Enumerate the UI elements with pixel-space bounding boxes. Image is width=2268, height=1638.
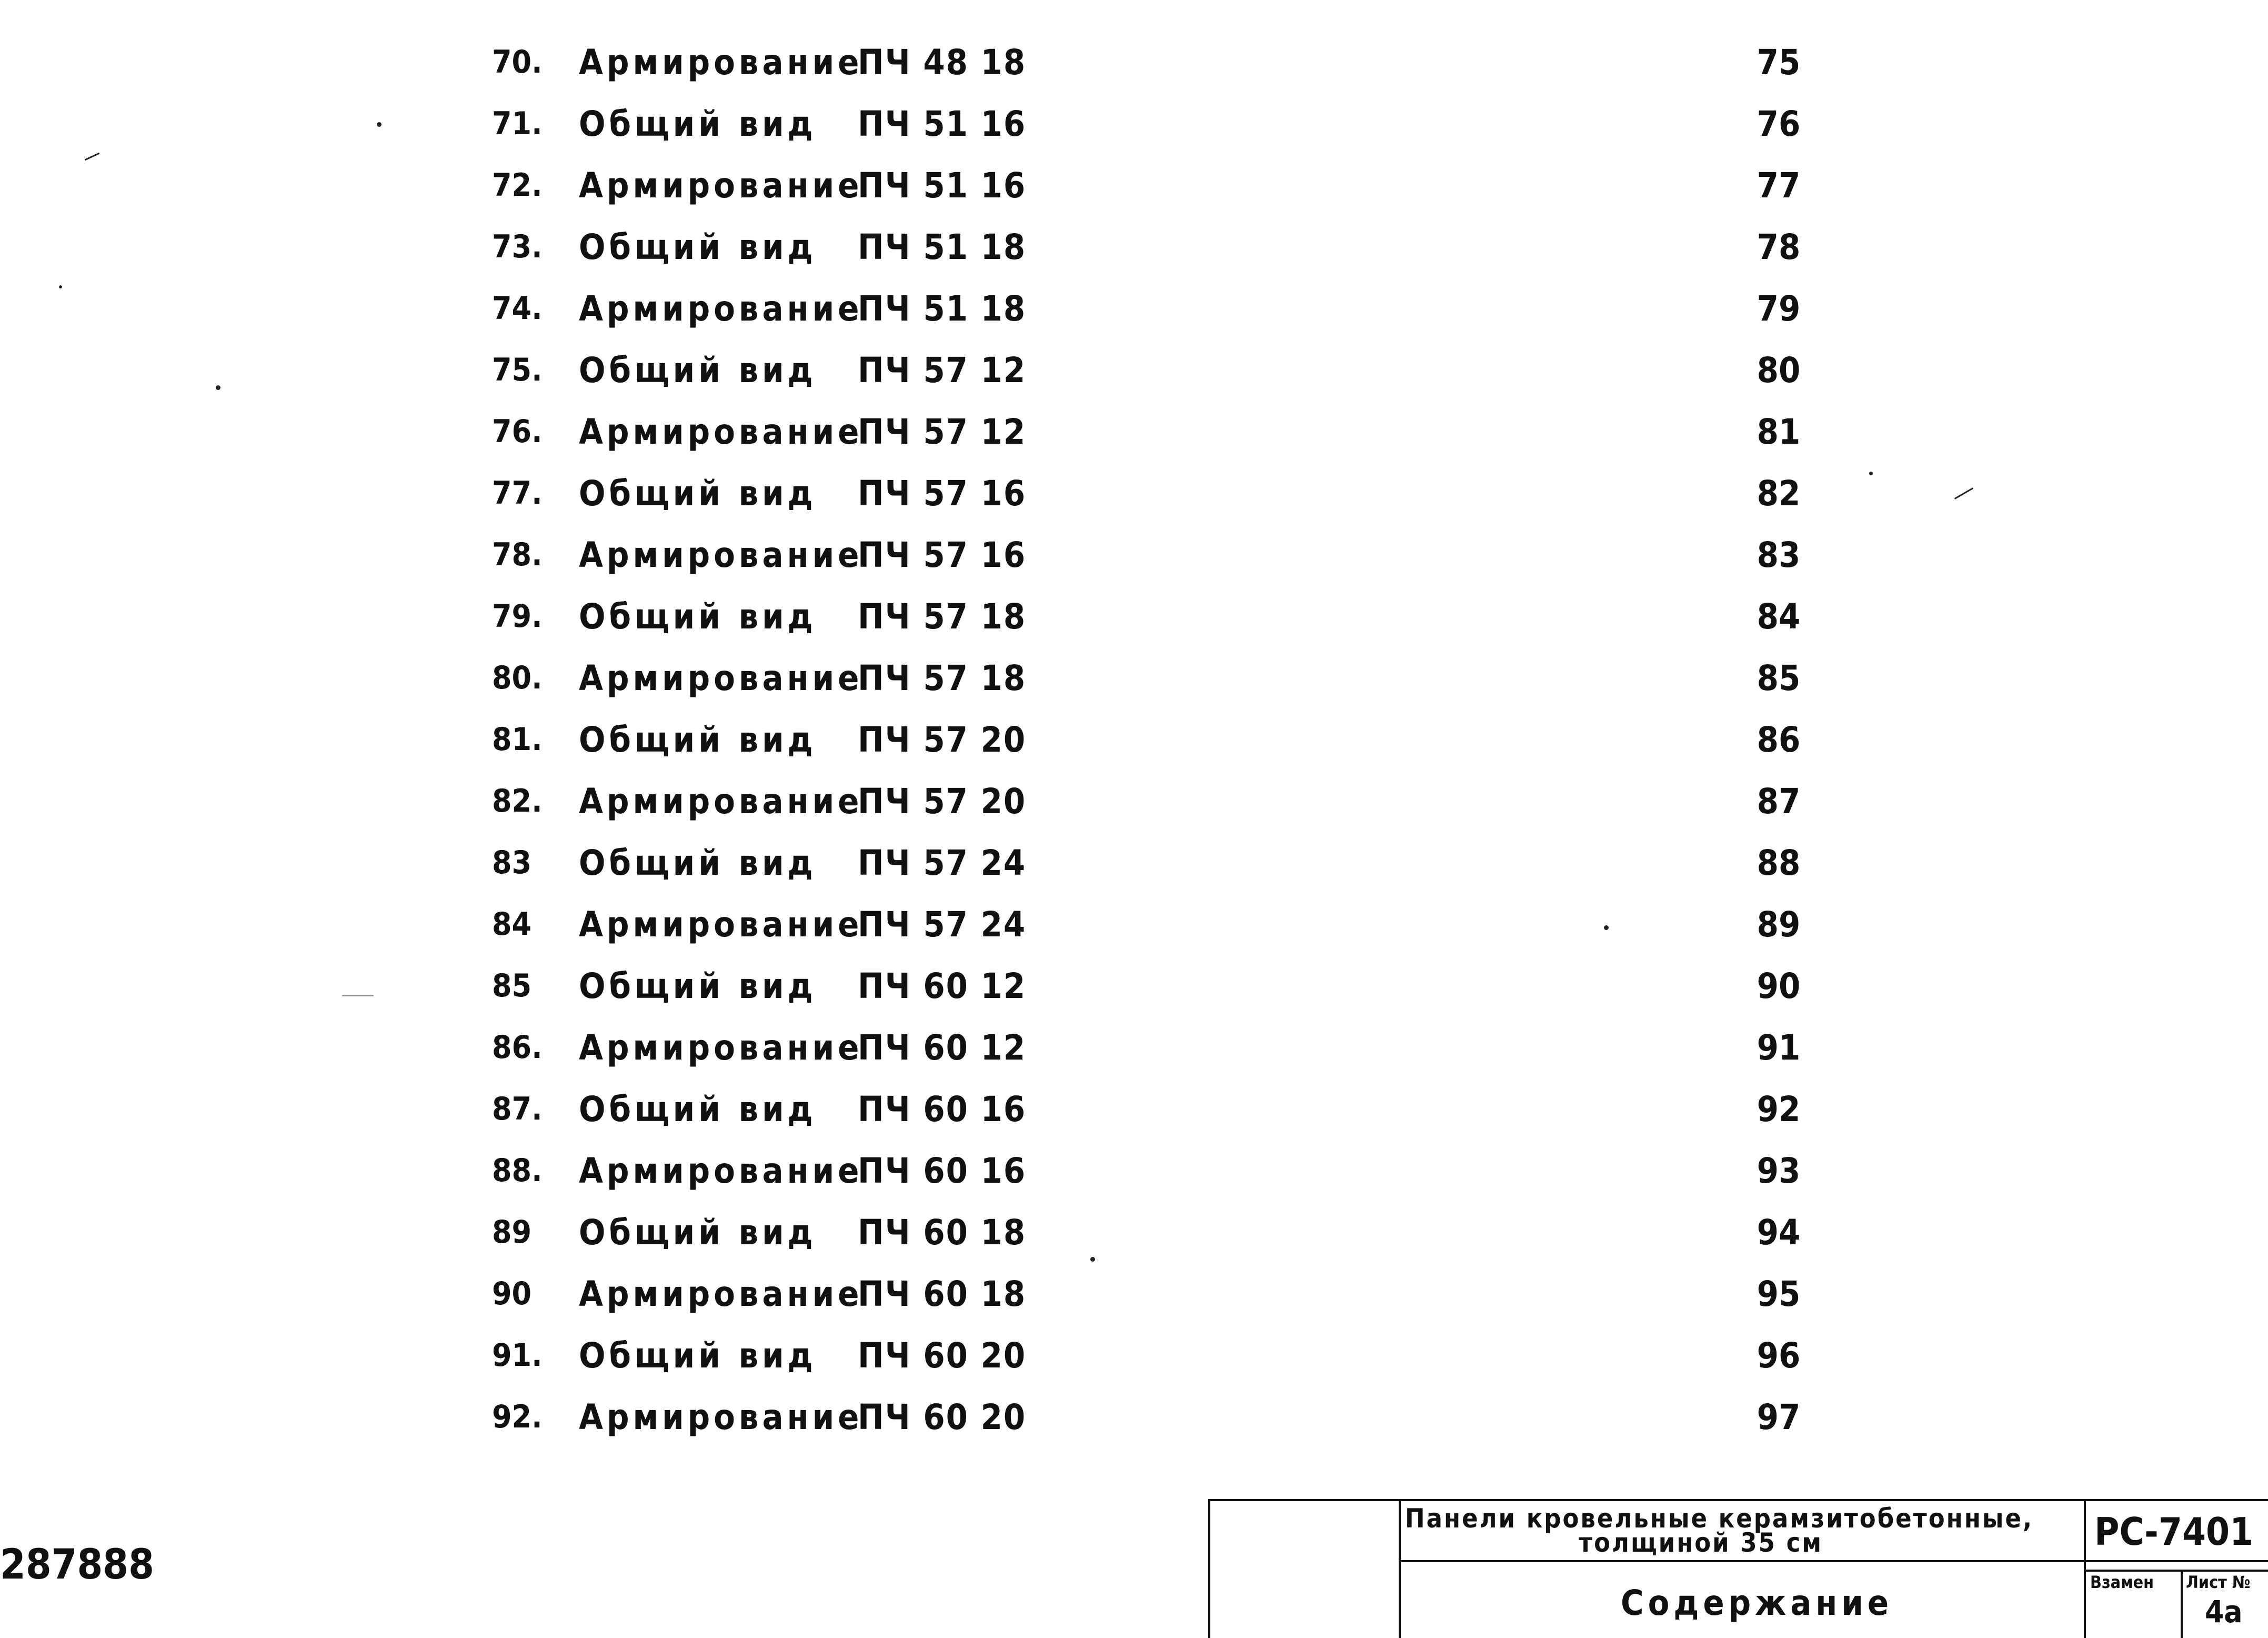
contents-row xyxy=(0,709,2268,771)
contents-row xyxy=(0,832,2268,894)
item-number: 76. xyxy=(492,413,543,450)
item-number: 73. xyxy=(492,228,543,265)
contents-row xyxy=(0,216,2268,278)
sheet-number: 85 xyxy=(1757,658,1801,698)
item-number: 84 xyxy=(492,906,532,943)
panel-code: ПЧ 57 24 xyxy=(858,904,1027,945)
sheet-number: 91 xyxy=(1757,1027,1801,1068)
sheet-number: 86 xyxy=(1757,720,1801,760)
drawing-name: Общий вид xyxy=(579,1089,817,1130)
sheet-number: 89 xyxy=(1757,904,1801,945)
sheet-number: 78 xyxy=(1757,227,1801,267)
drawing-name: Армирование xyxy=(579,904,863,945)
scan-speck xyxy=(216,385,220,390)
drawing-name: Общий вид xyxy=(579,596,817,637)
item-number: 79. xyxy=(492,598,543,635)
item-number: 83 xyxy=(492,844,532,881)
item-number: 71. xyxy=(492,105,543,142)
panel-code: ПЧ 57 12 xyxy=(858,350,1027,391)
panel-code: ПЧ 51 18 xyxy=(858,227,1027,267)
item-number: 72. xyxy=(492,167,543,204)
sheet-number: 82 xyxy=(1757,473,1801,514)
scan-speck xyxy=(1090,1257,1095,1262)
title-block-rule xyxy=(1399,1560,2268,1562)
drawing-name: Общий вид xyxy=(579,843,817,883)
drawing-name: Армирование xyxy=(579,658,863,698)
drawing-name: Общий вид xyxy=(579,966,817,1006)
panel-code: ПЧ 57 18 xyxy=(858,658,1027,698)
panel-code: ПЧ 57 20 xyxy=(858,720,1027,760)
drawing-name: Армирование xyxy=(579,1397,863,1437)
panel-code: ПЧ 57 16 xyxy=(858,535,1027,575)
drawing-name: Армирование xyxy=(579,288,863,329)
contents-row xyxy=(0,1263,2268,1325)
sheet-number-header: Лист № xyxy=(2186,1572,2251,1592)
sheet-number: 92 xyxy=(1757,1089,1801,1130)
sheet-number: 84 xyxy=(1757,596,1801,637)
item-number: 90 xyxy=(492,1275,532,1312)
drawing-name: Общий вид xyxy=(579,350,817,391)
panel-code: ПЧ 60 16 xyxy=(858,1089,1027,1130)
sheet-number: 97 xyxy=(1757,1397,1801,1437)
contents-row xyxy=(0,1140,2268,1202)
item-number: 82. xyxy=(492,783,543,820)
drawing-name: Армирование xyxy=(579,1027,863,1068)
drawing-name: Армирование xyxy=(579,1274,863,1314)
drawing-name: Общий вид xyxy=(579,473,817,514)
contents-row xyxy=(0,647,2268,709)
item-number: 88. xyxy=(492,1152,543,1189)
contents-row xyxy=(0,155,2268,216)
project-subtitle: толщиной 35 см xyxy=(1579,1527,1823,1558)
sheet-number: 75 xyxy=(1757,42,1801,83)
item-number: 77. xyxy=(492,475,543,512)
contents-row xyxy=(0,1386,2268,1448)
panel-code: ПЧ 60 12 xyxy=(858,1027,1027,1068)
title-block-rule xyxy=(2084,1570,2268,1572)
panel-code: ПЧ 60 18 xyxy=(858,1274,1027,1314)
item-number: 81. xyxy=(492,721,543,758)
drawing-name: Армирование xyxy=(579,781,863,822)
item-number: 85 xyxy=(492,967,532,1004)
sheet-number: 77 xyxy=(1757,165,1801,206)
contents-row xyxy=(0,586,2268,647)
contents-row xyxy=(0,1017,2268,1078)
sheet-number: 79 xyxy=(1757,288,1801,329)
contents-row xyxy=(0,1202,2268,1263)
panel-code: ПЧ 60 16 xyxy=(858,1151,1027,1191)
scan-speck xyxy=(1604,925,1609,930)
item-number: 70. xyxy=(492,44,543,81)
item-number: 78. xyxy=(492,536,543,573)
panel-code: ПЧ 60 18 xyxy=(858,1212,1027,1253)
item-number: 74. xyxy=(492,290,543,327)
panel-code: ПЧ 51 18 xyxy=(858,288,1027,329)
item-number: 75. xyxy=(492,352,543,388)
scan-speck xyxy=(59,285,62,288)
sheet-number: 93 xyxy=(1757,1151,1801,1191)
inventory-number: 287888 xyxy=(0,1541,154,1589)
drawing-name: Общий вид xyxy=(579,720,817,760)
contents-row xyxy=(0,894,2268,955)
replaces-header: Взамен xyxy=(2090,1572,2154,1592)
contents-row xyxy=(0,955,2268,1017)
panel-code: ПЧ 57 12 xyxy=(858,412,1027,452)
contents-row xyxy=(0,463,2268,524)
drawing-name: Общий вид xyxy=(579,227,817,267)
title-block-divider xyxy=(1399,1501,1401,1638)
item-number: 87. xyxy=(492,1091,543,1127)
panel-code: ПЧ 57 20 xyxy=(858,781,1027,822)
title-block-divider xyxy=(2181,1570,2183,1638)
sheet-number: 87 xyxy=(1757,781,1801,822)
drawing-name: Армирование xyxy=(579,165,863,206)
drawing-name: Армирование xyxy=(579,42,863,83)
item-number: 89 xyxy=(492,1214,532,1251)
sheet-number: 95 xyxy=(1757,1274,1801,1314)
contents-row xyxy=(0,278,2268,339)
section-title: Содержание xyxy=(1621,1583,1893,1623)
document-code: РС-7401 xyxy=(2094,1510,2254,1554)
panel-code: ПЧ 57 16 xyxy=(858,473,1027,514)
panel-code: ПЧ 60 12 xyxy=(858,966,1027,1006)
drawing-name: Общий вид xyxy=(579,104,817,144)
drawing-name: Армирование xyxy=(579,535,863,575)
scan-mark xyxy=(342,995,374,996)
contents-row xyxy=(0,1325,2268,1386)
project-title: Панели кровельные керамзитобетонные, xyxy=(1405,1503,2034,1534)
contents-row xyxy=(0,524,2268,586)
drawing-name: Общий вид xyxy=(579,1212,817,1253)
contents-row xyxy=(0,1078,2268,1140)
panel-code: ПЧ 48 18 xyxy=(858,42,1027,83)
item-number: 80. xyxy=(492,660,543,696)
panel-code: ПЧ 60 20 xyxy=(858,1335,1027,1376)
panel-code: ПЧ 51 16 xyxy=(858,165,1027,206)
sheet-number: 90 xyxy=(1757,966,1801,1006)
sheet-number: 88 xyxy=(1757,843,1801,883)
item-number: 91. xyxy=(492,1337,543,1374)
sheet-number: 83 xyxy=(1757,535,1801,575)
sheet-number: 94 xyxy=(1757,1212,1801,1253)
sheet-number: 4а xyxy=(2205,1594,2243,1630)
sheet-number: 81 xyxy=(1757,412,1801,452)
panel-code: ПЧ 57 24 xyxy=(858,843,1027,883)
drawing-name: Общий вид xyxy=(579,1335,817,1376)
drawing-name: Армирование xyxy=(579,1151,863,1191)
drawing-name: Армирование xyxy=(579,412,863,452)
panel-code: ПЧ 57 18 xyxy=(858,596,1027,637)
scan-speck xyxy=(1869,472,1873,475)
sheet-number: 80 xyxy=(1757,350,1801,391)
panel-code: ПЧ 51 16 xyxy=(858,104,1027,144)
contents-row xyxy=(0,339,2268,401)
sheet-number: 76 xyxy=(1757,104,1801,144)
panel-code: ПЧ 60 20 xyxy=(858,1397,1027,1437)
contents-row xyxy=(0,93,2268,155)
item-number: 92. xyxy=(492,1399,543,1435)
contents-row xyxy=(0,771,2268,832)
sheet-number: 96 xyxy=(1757,1335,1801,1376)
contents-row xyxy=(0,401,2268,463)
title-block xyxy=(1208,1499,2268,1638)
item-number: 86. xyxy=(492,1029,543,1066)
contents-row xyxy=(0,32,2268,93)
scan-speck xyxy=(377,122,382,127)
